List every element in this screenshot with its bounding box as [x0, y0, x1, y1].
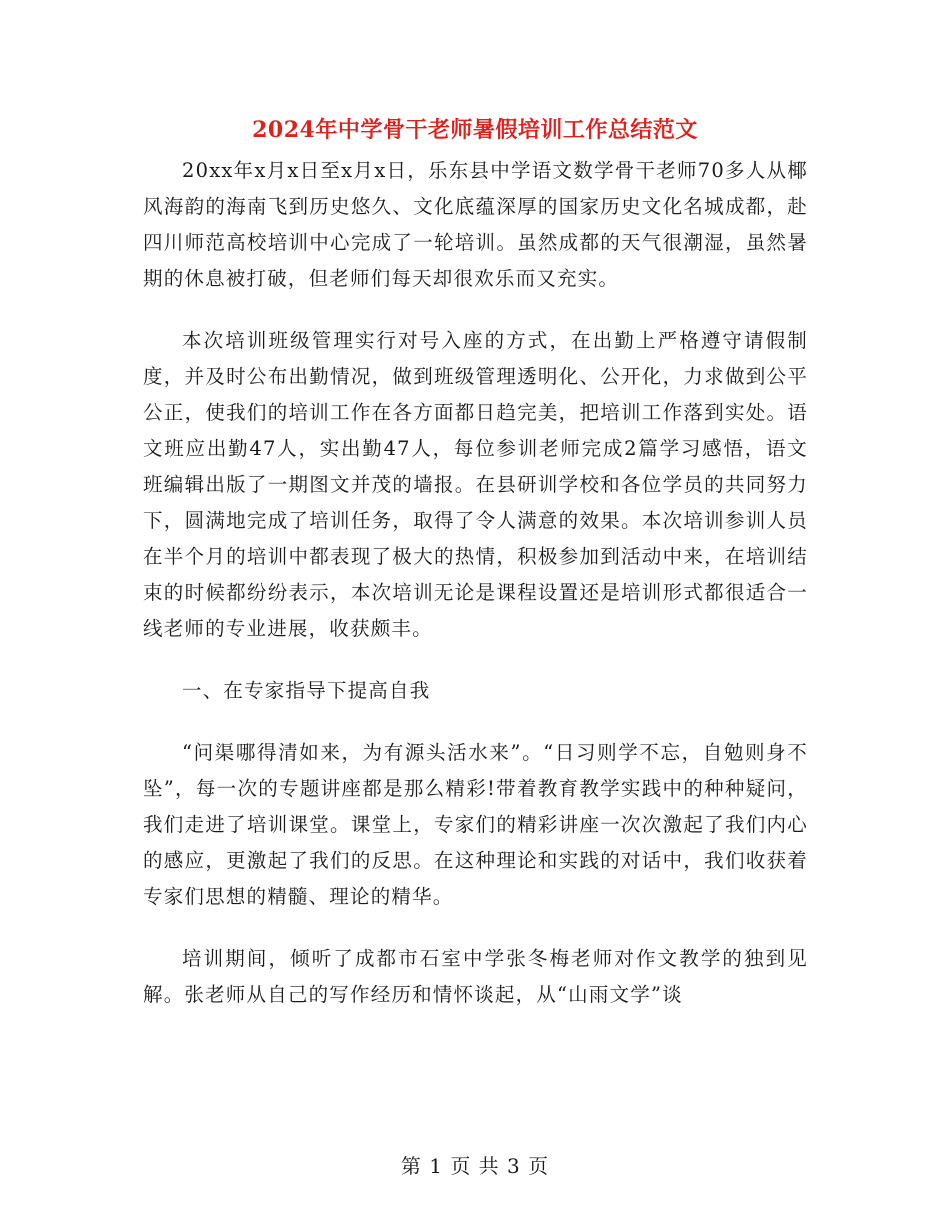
paragraph-expert-guidance: “问渠哪得清如来，为有源头活水来”。“日习则学不忘，自勉则身不坠”，每一次的专题讲座都是那么精彩!带着教育教学实践中的种种疑问，我们走进了培训课堂。课堂上，专家们的精彩讲座一次次激起了我们内心的感应，更激起了我们的反思。在这种理论和实践的对话中，我们收获着专家们思想的精髓、理论的精华。 — [143, 741, 808, 908]
paragraph-gap — [143, 297, 808, 323]
section-heading: 一、在专家指导下提高自我 — [182, 679, 431, 702]
paragraph-gap — [143, 915, 808, 941]
paragraph-gap — [143, 709, 808, 735]
page-number-footer: 第 1 页 共 3 页 — [400, 1154, 550, 1178]
document-body — [143, 153, 808, 1013]
paragraph-intro: 20xx年x月x日至x月x日，乐东县中学语文数学骨干老师70多人从椰风海韵的海南飞到历史悠久、文化底蕴深厚的国家历史文化名城成都，赴四川师范高校培训中心完成了一轮培训。虽然成都的天气很潮湿，虽然暑期的休息被打破，但老师们每天却很欢乐而又充实。 — [143, 159, 808, 290]
paragraph-class-management: 本次培训班级管理实行对号入座的方式，在出勤上严格遵守请假制度，并及时公布出勤情况，做到班级管理透明化、公开化，力求做到公平公正，使我们的培训工作在各方面都日趋完美，把培训工作落到实处。语文班应出勤47人，实出勤47人，每位参训老师完成2篇学习感悟，语文班编辑出版了一期图文并茂的墙报。在县研训学校和各位学员的共同努力下，圆满地完成了培训任务，取得了令人满意的效果。本次培训参训人员在半个月的培训中都表现了极大的热情，积极参加到活动中来，在培训结束的时候都纷纷表示，本次培训无论是课程设置还是培训形式都很适合一线老师的专业进展，收获颇丰。 — [143, 329, 808, 640]
paragraph-training-period: 培训期间，倾听了成都市石室中学张冬梅老师对作文教学的独到见解。张老师从自己的写作经历和情怀谈起，从“山雨文学”谈 — [143, 947, 808, 1006]
paragraph-gap — [143, 647, 808, 673]
document-title: 2024年中学骨干老师暑假培训工作总结范文 — [252, 117, 698, 143]
